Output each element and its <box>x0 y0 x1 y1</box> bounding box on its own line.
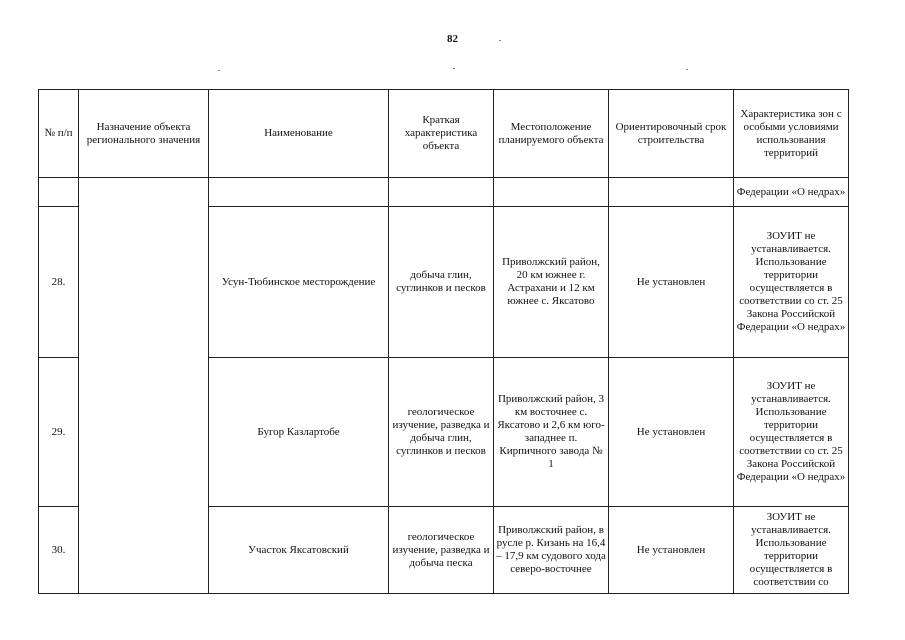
cell-num <box>39 178 79 207</box>
table-header-row <box>39 90 849 178</box>
cell-location: Приволжский район, 20 км южнее г. Астрахани и 12 км южнее с. Яксатово <box>494 207 609 358</box>
cell-name: Участок Яксатовский <box>209 507 389 594</box>
table-row-continuation <box>39 178 849 207</box>
header-name: Наименование <box>209 90 389 178</box>
cell-num: 29. <box>39 358 79 507</box>
scan-speck <box>686 69 688 70</box>
cell-location: Приволжский район, 3 км восточнее с. Яксатово и 2,6 км юго-западнее п. Кирпичного завода № 1 <box>494 358 609 507</box>
scan-speck <box>499 40 501 41</box>
header-location: Местоположение планируемого объекта <box>494 90 609 178</box>
cell-description <box>389 178 494 207</box>
cell-zones: ЗОУИТ не устанавливается. Использование территории осуществляется в соответствии со ст. 25 Закона Российской Федерации «О недрах» <box>734 207 849 358</box>
cell-description: добыча глин, суглинков и песков <box>389 207 494 358</box>
cell-zones: ЗОУИТ не устанавливается. Использование территории осуществляется в соответствии со ст. 25 Закона Российской Федерации «О недрах» <box>734 358 849 507</box>
scan-speck <box>453 68 455 69</box>
cell-description: геологическое изучение, разведка и добыча песка <box>389 507 494 594</box>
cell-zones: ЗОУИТ не устанавливается. Использование территории осуществляется в соответствии со <box>734 507 849 594</box>
cell-location <box>494 178 609 207</box>
header-term: Ориентировочный срок строительства <box>609 90 734 178</box>
cell-location: Приволжский район, в русле р. Кизань на 16,4 – 17,9 км судового хода северо-восточнее <box>494 507 609 594</box>
header-zones: Характеристика зон с особыми условиями использования территорий <box>734 90 849 178</box>
cell-zones: Федерации «О недрах» <box>734 178 849 207</box>
cell-name: Усун-Тюбинское месторождение <box>209 207 389 358</box>
header-num: № п/п <box>39 90 79 178</box>
header-description: Краткая характеристика объекта <box>389 90 494 178</box>
cell-name: Бугор Казлартобе <box>209 358 389 507</box>
cell-term <box>609 178 734 207</box>
header-purpose: Назначение объекта регионального значения <box>79 90 209 178</box>
cell-term: Не установлен <box>609 358 734 507</box>
cell-purpose-merged <box>79 178 209 594</box>
scan-speck <box>218 70 220 71</box>
cell-description: геологическое изучение, разведка и добыча глин, суглинков и песков <box>389 358 494 507</box>
cell-num: 30. <box>39 507 79 594</box>
cell-name <box>209 178 389 207</box>
cell-term: Не установлен <box>609 507 734 594</box>
page-number: 82 <box>447 33 458 45</box>
objects-table <box>38 89 849 594</box>
cell-term: Не установлен <box>609 207 734 358</box>
cell-num: 28. <box>39 207 79 358</box>
